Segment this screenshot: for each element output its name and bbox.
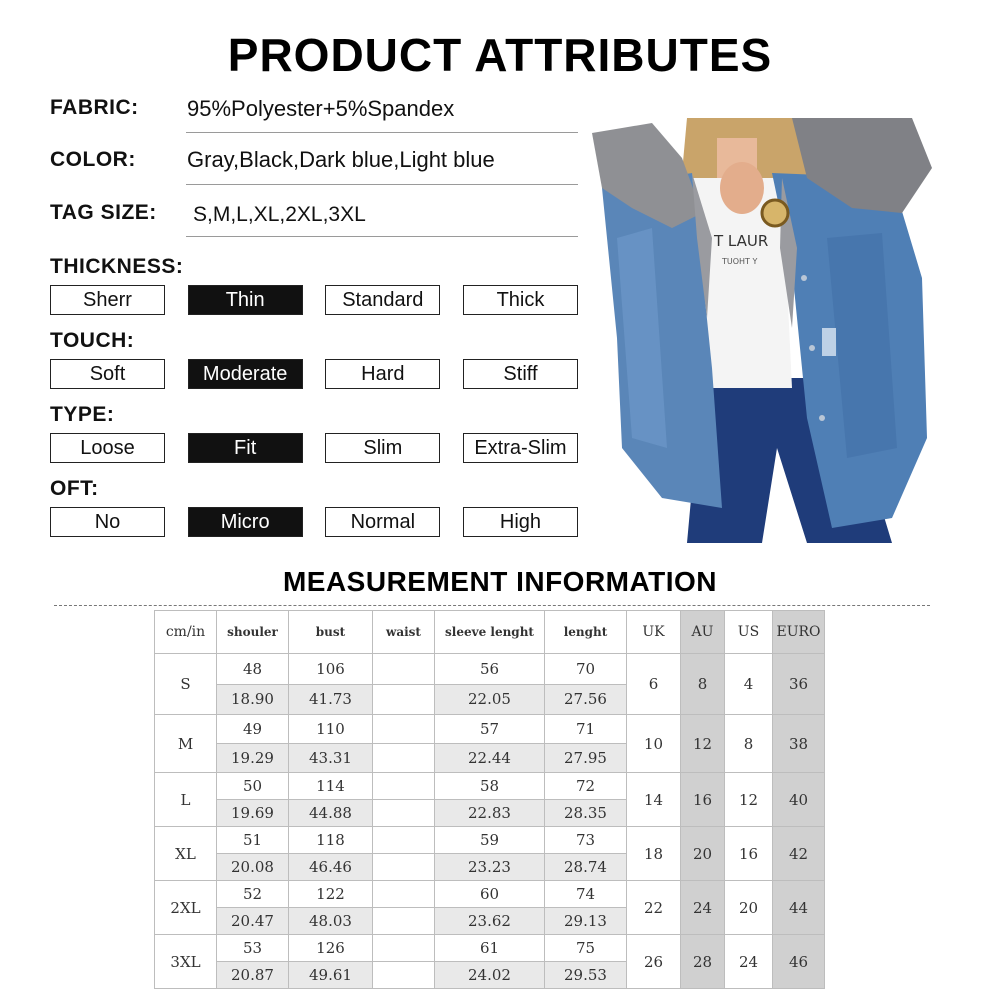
fabric-label: FABRIC: (50, 96, 139, 119)
cm-cell: 73 (545, 827, 627, 854)
au-cell: 8 (681, 654, 725, 715)
header-cell: lenght (545, 611, 627, 654)
inch-cell: 20.87 (217, 962, 289, 989)
inch-cell: 23.23 (435, 854, 545, 881)
inch-cell: 44.88 (289, 800, 373, 827)
option-sherr: Sherr (50, 285, 165, 315)
option-no: No (50, 507, 165, 537)
au-cell: 28 (681, 935, 725, 989)
inch-cell: 28.35 (545, 800, 627, 827)
inch-cell: 22.05 (435, 684, 545, 715)
us-cell: 20 (725, 881, 773, 935)
uk-cell: 18 (627, 827, 681, 881)
touch-options (50, 359, 578, 391)
cm-cell (373, 935, 435, 962)
inch-cell: 23.62 (435, 908, 545, 935)
cm-cell: 74 (545, 881, 627, 908)
size-cell: 2XL (155, 881, 217, 935)
inch-cell: 41.73 (289, 684, 373, 715)
option-soft: Soft (50, 359, 165, 389)
cm-cell (373, 827, 435, 854)
divider (186, 132, 578, 133)
uk-cell: 26 (627, 935, 681, 989)
divider (186, 184, 578, 185)
fabric-value: 95%Polyester+5%Spandex (187, 96, 455, 121)
denim-jacket-illustration (592, 118, 932, 543)
size-cell: 3XL (155, 935, 217, 989)
divider (186, 236, 578, 237)
header-cell: UK (627, 611, 681, 654)
option-high: High (463, 507, 578, 537)
header-cell: US (725, 611, 773, 654)
dashed-divider (54, 605, 930, 606)
inch-cell (373, 962, 435, 989)
type-label: TYPE: (50, 403, 115, 426)
header-cell: AU (681, 611, 725, 654)
header-cell: sleeve lenght (435, 611, 545, 654)
option-micro-selected: Micro (188, 507, 303, 537)
cm-cell: 110 (289, 715, 373, 744)
header-cell: waist (373, 611, 435, 654)
size-table (154, 610, 825, 989)
size-cell: M (155, 715, 217, 773)
us-cell: 8 (725, 715, 773, 773)
thickness-label: THICKNESS: (50, 255, 184, 278)
inch-cell: 48.03 (289, 908, 373, 935)
euro-cell: 36 (773, 654, 825, 715)
euro-cell: 40 (773, 773, 825, 827)
oft-label: OFT: (50, 477, 99, 500)
type-options (50, 433, 578, 465)
inch-cell: 22.83 (435, 800, 545, 827)
inch-cell: 18.90 (217, 684, 289, 715)
table-row (155, 773, 825, 800)
table-row (155, 827, 825, 854)
au-cell: 16 (681, 773, 725, 827)
cm-cell: 58 (435, 773, 545, 800)
inch-cell (373, 744, 435, 773)
header-cell: EURO (773, 611, 825, 654)
cm-cell (373, 881, 435, 908)
uk-cell: 10 (627, 715, 681, 773)
inch-cell: 19.29 (217, 744, 289, 773)
table-row (155, 935, 825, 962)
us-cell: 16 (725, 827, 773, 881)
cm-cell: 122 (289, 881, 373, 908)
option-thick: Thick (463, 285, 578, 315)
option-stiff: Stiff (463, 359, 578, 389)
inch-cell: 46.46 (289, 854, 373, 881)
inch-cell: 49.61 (289, 962, 373, 989)
euro-cell: 46 (773, 935, 825, 989)
inch-cell: 19.69 (217, 800, 289, 827)
option-standard: Standard (325, 285, 440, 315)
header-cell: cm/in (155, 611, 217, 654)
touch-label: TOUCH: (50, 329, 135, 352)
option-loose: Loose (50, 433, 165, 463)
cm-cell: 49 (217, 715, 289, 744)
euro-cell: 44 (773, 881, 825, 935)
inch-cell: 27.95 (545, 744, 627, 773)
cm-cell: 48 (217, 654, 289, 685)
cm-cell: 106 (289, 654, 373, 685)
table-row (155, 654, 825, 685)
cm-cell (373, 654, 435, 685)
inch-cell (373, 854, 435, 881)
table-row (155, 881, 825, 908)
inch-cell: 20.08 (217, 854, 289, 881)
color-value: Gray,Black,Dark blue,Light blue (187, 147, 495, 172)
inch-cell: 27.56 (545, 684, 627, 715)
thickness-options (50, 285, 578, 317)
cm-cell (373, 773, 435, 800)
inch-cell: 29.53 (545, 962, 627, 989)
cm-cell: 75 (545, 935, 627, 962)
uk-cell: 14 (627, 773, 681, 827)
option-fit-selected: Fit (188, 433, 303, 463)
product-photo (592, 118, 932, 543)
inch-cell (373, 908, 435, 935)
cm-cell: 59 (435, 827, 545, 854)
inch-cell: 22.44 (435, 744, 545, 773)
cm-cell (373, 715, 435, 744)
inch-cell: 20.47 (217, 908, 289, 935)
color-label: COLOR: (50, 148, 136, 171)
cm-cell: 53 (217, 935, 289, 962)
euro-cell: 42 (773, 827, 825, 881)
size-cell: S (155, 654, 217, 715)
option-thin-selected: Thin (188, 285, 303, 315)
inch-cell: 43.31 (289, 744, 373, 773)
au-cell: 12 (681, 715, 725, 773)
cm-cell: 114 (289, 773, 373, 800)
cm-cell: 70 (545, 654, 627, 685)
au-cell: 24 (681, 881, 725, 935)
us-cell: 24 (725, 935, 773, 989)
cm-cell: 61 (435, 935, 545, 962)
cm-cell: 51 (217, 827, 289, 854)
cm-cell: 60 (435, 881, 545, 908)
cm-cell: 50 (217, 773, 289, 800)
cm-cell: 52 (217, 881, 289, 908)
oft-options (50, 507, 578, 539)
inch-cell (373, 800, 435, 827)
cm-cell: 72 (545, 773, 627, 800)
tag-size-label: TAG SIZE: (50, 201, 157, 224)
header-cell: shouler (217, 611, 289, 654)
inch-cell (373, 684, 435, 715)
shirt-print-text-small: TUOHT Y (722, 257, 758, 266)
cm-cell: 71 (545, 715, 627, 744)
us-cell: 12 (725, 773, 773, 827)
page-title: PRODUCT ATTRIBUTES (227, 29, 773, 81)
uk-cell: 6 (627, 654, 681, 715)
option-hard: Hard (325, 359, 440, 389)
cm-cell: 56 (435, 654, 545, 685)
euro-cell: 38 (773, 715, 825, 773)
tag-size-value: S,M,L,XL,2XL,3XL (193, 203, 366, 226)
us-cell: 4 (725, 654, 773, 715)
cm-cell: 118 (289, 827, 373, 854)
table-header-row (155, 611, 825, 654)
au-cell: 20 (681, 827, 725, 881)
cm-cell: 126 (289, 935, 373, 962)
size-cell: XL (155, 827, 217, 881)
option-extra-slim: Extra-Slim (463, 433, 578, 463)
inch-cell: 29.13 (545, 908, 627, 935)
option-normal: Normal (325, 507, 440, 537)
shirt-print-text: T LAUR (714, 232, 769, 250)
option-moderate-selected: Moderate (188, 359, 303, 389)
size-cell: L (155, 773, 217, 827)
cm-cell: 57 (435, 715, 545, 744)
inch-cell: 28.74 (545, 854, 627, 881)
uk-cell: 22 (627, 881, 681, 935)
measurement-title: MEASUREMENT INFORMATION (282, 566, 718, 597)
header-cell: bust (289, 611, 373, 654)
table-row (155, 715, 825, 744)
option-slim: Slim (325, 433, 440, 463)
inch-cell: 24.02 (435, 962, 545, 989)
